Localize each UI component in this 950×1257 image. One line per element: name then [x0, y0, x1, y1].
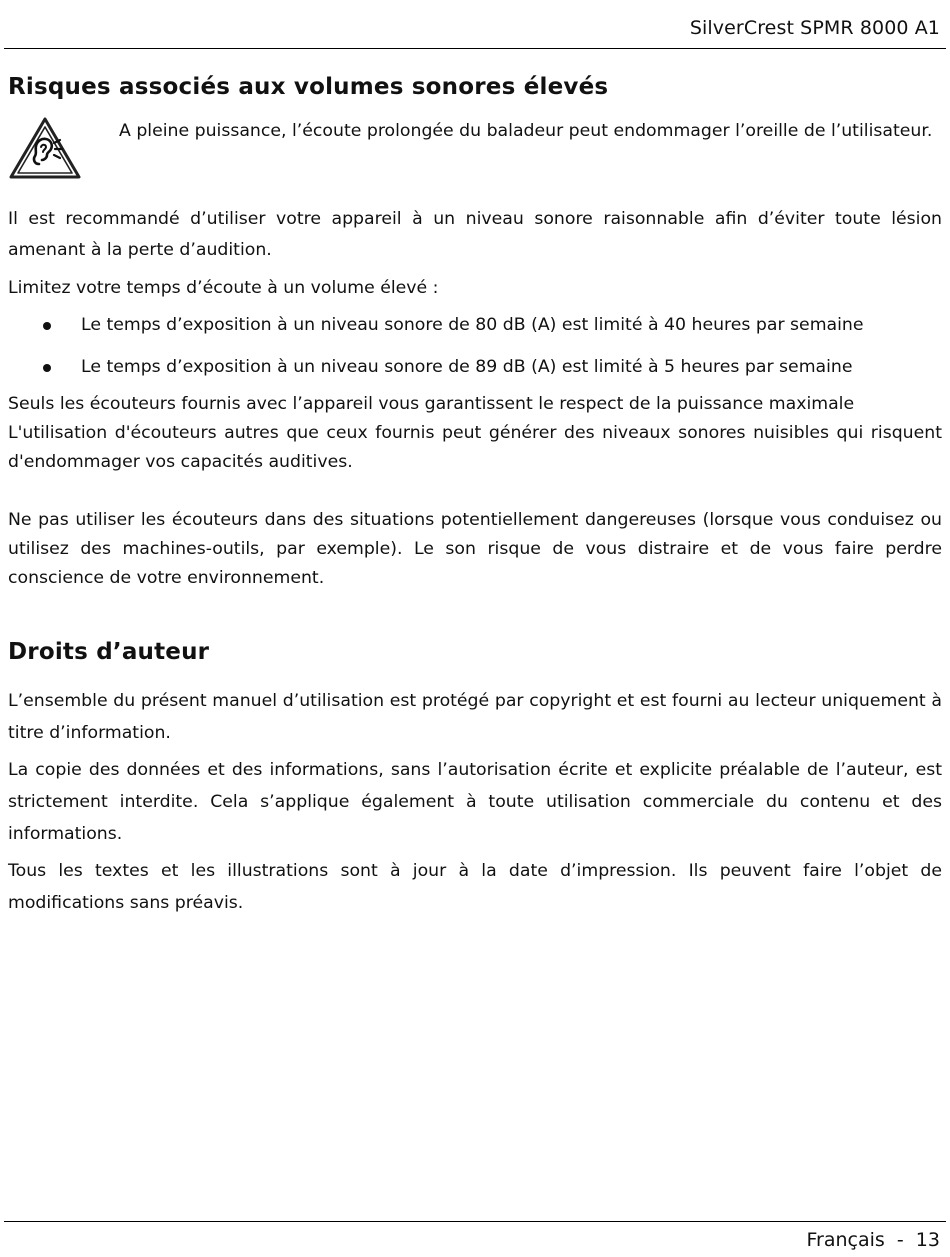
- paragraph-earphones-rest: L'utilisation d'écouteurs autres que ceux fournis peut générer des niveaux sonores nuisibles qui risquent d'endommager vos capacités auditives.: [8, 423, 942, 472]
- header-title: SilverCrest SPMR 8000 A1: [689, 17, 940, 39]
- paragraph-copyright-3: Tous les textes et les illustrations sont à jour à la date d’impression. Ils peuvent faire l’objet de modifications sans préavis.: [8, 861, 942, 913]
- paragraph-dangerous-situations: Ne pas utiliser les écouteurs dans des situations potentiellement dangereuses (lorsque vous conduisez ou utilisez des machines-outils, par exemple). Le son risque de vous distraire et de vous faire perdre conscience de votre environnement.: [8, 510, 942, 588]
- bullet-icon: [43, 322, 51, 330]
- exposure-limits-list: [8, 310, 942, 383]
- warning-text: A pleine puissance, l’écoute prolongée du baladeur peut endommager l’oreille de l’utilisateur.: [119, 121, 933, 141]
- paragraph-earphones-line1: Seuls les écouteurs fournis avec l’appareil vous garantissent le respect de la puissance maximale: [8, 394, 855, 414]
- list-item: [8, 352, 942, 383]
- paragraph-copyright-1: L’ensemble du présent manuel d’utilisation est protégé par copyright et est fourni au lecteur uniquement à titre d’information.: [8, 691, 942, 743]
- section-heading-volume-risks: Risques associés aux volumes sonores élevés: [8, 74, 609, 100]
- hearing-damage-warning-icon: [8, 116, 82, 180]
- paragraph-earphones: [8, 390, 942, 477]
- list-item: [8, 310, 942, 341]
- list-item-text: Le temps d’exposition à un niveau sonore de 89 dB (A) est limité à 5 heures par semaine: [81, 357, 853, 377]
- section-heading-copyright: Droits d’auteur: [8, 639, 210, 665]
- warning-row: [8, 116, 942, 184]
- paragraph-limit-time: Limitez votre temps d’écoute à un volume élevé :: [8, 278, 439, 298]
- page-header: [4, 0, 946, 49]
- paragraph-copyright-2: La copie des données et des informations, sans l’autorisation écrite et explicite préalable de l’auteur, est strictement interdite. Cela s’applique également à toute utilisation commerciale du contenu et des informations.: [8, 760, 942, 844]
- bullet-icon: [43, 364, 51, 372]
- paragraph-recommendation: Il est recommandé d’utiliser votre appareil à un niveau sonore raisonnable afin d’éviter toute lésion amenant à la perte d’audition.: [8, 209, 942, 260]
- page-number: Français - 13: [806, 1229, 940, 1251]
- page-content: [8, 70, 942, 919]
- page-footer: [4, 1221, 946, 1257]
- list-item-text: Le temps d’exposition à un niveau sonore de 80 dB (A) est limité à 40 heures par semaine: [81, 315, 864, 335]
